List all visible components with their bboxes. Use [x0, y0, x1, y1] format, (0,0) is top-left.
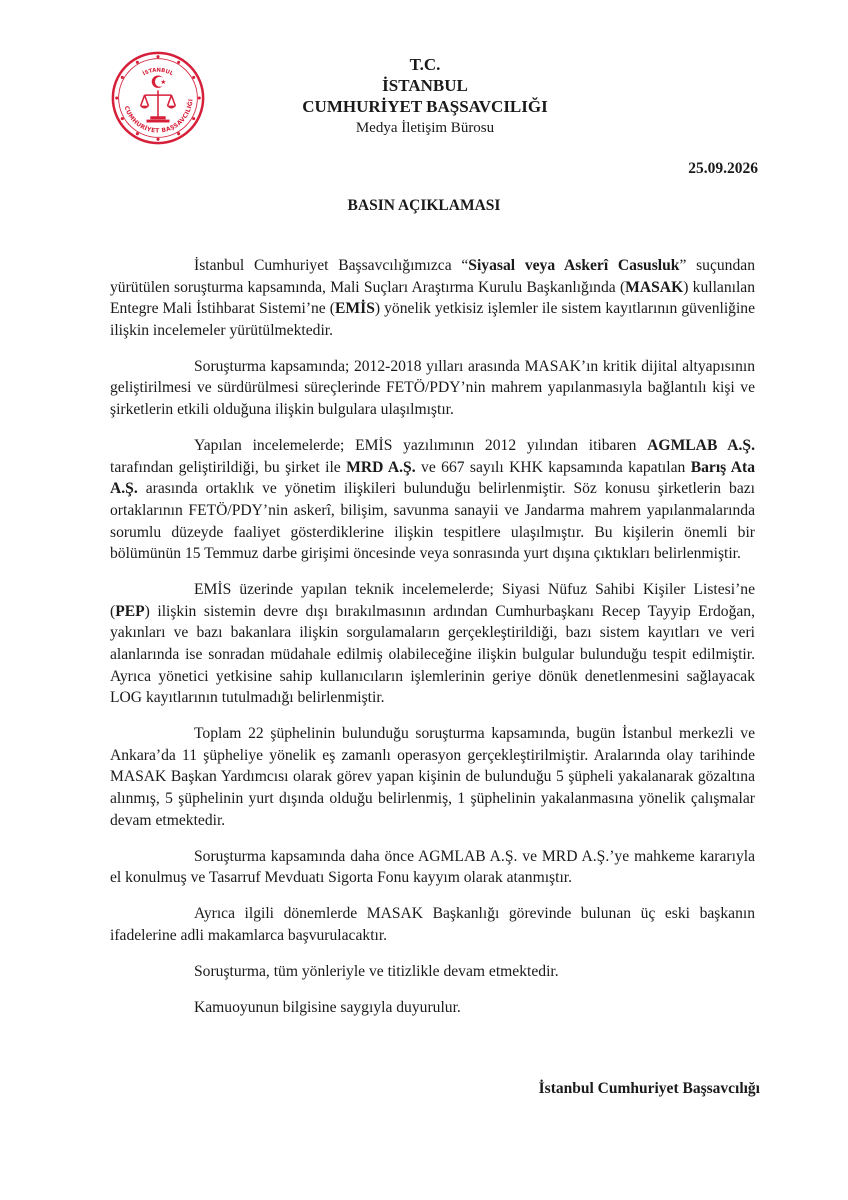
p1-bold-crime: Siyasal veya Askerî Casusluk [468, 257, 680, 274]
paragraph-3 [110, 435, 755, 565]
p3-bold-barisata: Barış Ata A.Ş. [110, 458, 756, 498]
p1-bold-masak: MASAK [625, 278, 684, 296]
paragraph-8: Soruşturma, tüm yönleriyle ve titizlikle devam etmektedir. [194, 963, 559, 981]
seal-ring-text: CUMHURİYET BAŞSAVCILIĞI [122, 98, 195, 135]
p3-text-a: Yapılan incelemelerde; EMİS yazılımının 2012 yılından itibaren [194, 437, 648, 455]
paragraph-4 [110, 579, 755, 709]
letterhead [300, 55, 550, 139]
paragraph-7: Ayrıca ilgili dönemlerde MASAK Başkanlığı görevinde bulunan üç eski başkanın ifadelerine adli makamlarca başvurulacaktır. [110, 905, 755, 945]
p1-text-e: ) kullanılan Entegre Mali İstihbarat Sistemi’ne ( [110, 278, 756, 318]
p3-bold-agmlab: AGMLAB A.Ş. [647, 437, 755, 455]
header-tc: T.C. [409, 55, 441, 74]
paragraph-5: Toplam 22 şüphelinin bulunduğu soruşturma kapsamında, bugün İstanbul merkezli ve Ankara’da 11 şüpheliye yönelik eş zamanlı operasyon gerçekleştirilmiştir. Aralarında olay tarihinde MASAK Başkan Yardımcısı olarak görev yapan kişinin de bulunduğu 5 şüpheli yakalanarak gözaltına alınmış, 5 şüphelinin yurt dışında olduğu belirlenmiş, 1 şüphelinin yakalanmasına yönelik çalışmalar devam etmektedir. [110, 725, 755, 829]
document-date: 25.09.2026 [688, 160, 758, 177]
paragraph-2: Soruşturma kapsamında; 2012-2018 yılları arasında MASAK’ın kritik dijital altyapısının geliştirilmesi ve sürdürülmesi süreçlerinde FETÖ/PDY’nin mahrem yapılanmasıyla bağlantılı kişi ve şirketlerin etkili olduğuna ilişkin bulgulara ulaşılmıştır. [110, 357, 755, 419]
header-bureau: Medya İletişim Bürosu [355, 120, 495, 136]
p3-bold-mrd: MRD A.Ş. [346, 458, 416, 476]
paragraph-9: Kamuoyunun bilgisine saygıyla duyurulur. [194, 998, 461, 1016]
p3-text-g: arasında ortaklık ve yönetim ilişkileri bulunduğu belirlenmiştir. Söz konusu şirketlerin bazı ortaklarının FETÖ/PDY’nin askerî, bilişim, savunma sanayii ve Jandarma mahrem yapılanmalarında sorumlu düzeyde faaliyet gösterdiklerine ilişkin tespitlere ulaşılmıştır. Bu kişilerin önemli bir bölümünün 15 Temmuz darbe girişimi öncesinde veya sonrasında yurt dışına çıktıkları belirlenmiştir. [110, 480, 755, 563]
p4-text-a: EMİS üzerinde yapılan teknik incelemelerde; Siyasi Nüfuz Sahibi Kişiler Listesi’ne ( [110, 581, 755, 620]
p1-bold-emis: EMİS [335, 300, 375, 318]
header-city: İSTANBUL [382, 76, 468, 95]
signature: İstanbul Cumhuriyet Başsavcılığı [538, 1080, 760, 1097]
p4-bold-pep: PEP [115, 602, 145, 620]
p1-text-g: ) yönelik yetkisiz işlemler ile sistem kayıtlarının güvenliğine ilişkin incelemeler yürütülmektedir. [110, 300, 756, 339]
p1-text-c: ” suçundan yürütülen soruşturma kapsamında, Mali Suçları Araştırma Kurulu Başkanlığında ( [110, 257, 755, 296]
header-institution: CUMHURİYET BAŞSAVCILIĞI [302, 97, 548, 116]
p1-text-a: İstanbul Cumhuriyet Başsavcılığımızca “ [194, 257, 469, 274]
document-title: BASIN AÇIKLAMASI [347, 197, 501, 214]
p3-text-c: tarafından geliştirildiği, bu şirket ile [110, 458, 347, 476]
paragraph-1 [110, 255, 755, 341]
p4-text-c: ) ilişkin sistemin devre dışı bırakılmasının ardından Cumhurbaşkanı Recep Tayyip Erdoğan, yakınları ve bazı bakanlara ilişkin sorgulamaların gerçekleştirildiği, bazı sistem kayıtları ve veri alanlarında ise sonradan müdahale edilmiş olabileceğine ilişkin bulgular bulunduğu tespit edilmiştir. Ayrıca yönetici yetkisine sahip kullanıcıların işlemlerinin geriye dönük denetlenmesini sağlayacak LOG kayıtlarının tutulmadığı belirlenmiştir. [110, 602, 755, 707]
paragraph-6: Soruşturma kapsamında daha önce AGMLAB A.Ş. ve MRD A.Ş.’ye mahkeme kararıyla el konulmuş ve Tasarruf Mevduatı Sigorta Fonu kayyım olarak atanmıştır. [110, 847, 755, 887]
seal-top-text: İSTANBUL [141, 67, 175, 78]
document-body [110, 255, 755, 1032]
prosecutor-seal-logo [110, 50, 206, 146]
p3-text-e: ve 667 sayılı KHK kapsamında kapatılan [415, 458, 691, 476]
